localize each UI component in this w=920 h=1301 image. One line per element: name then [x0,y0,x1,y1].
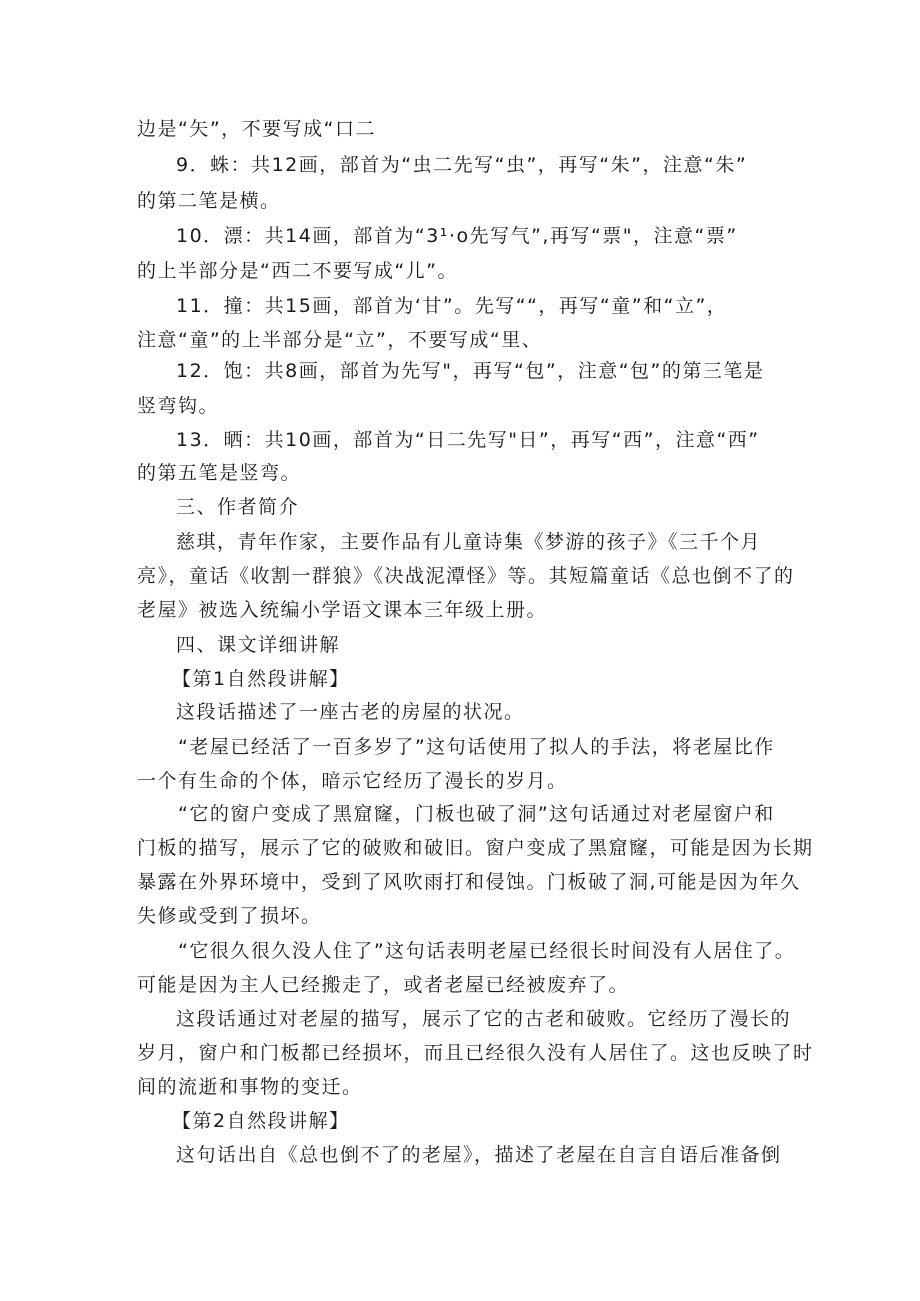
text-line: 的第二笔是横。 [137,190,281,212]
text-line: 暴露在外界环境中，受到了风吹雨打和侵蚀。门板破了洞,可能是因为年久 [137,871,801,893]
text-line: 失修或受到了损坏。 [137,905,322,927]
text-line: 这句话出自《总也倒不了的老屋》，描述了老屋在自言自语后准备倒 [176,1144,782,1166]
text-line: 慈琪，青年作家，主要作品有儿童诗集《梦游的孩子》《三千个月 [176,531,762,553]
subsection-heading: 【第2自然段讲解】 [172,1110,350,1132]
text-line: 岁月，窗户和门板都已经损坏，而且已经很久没有人居住了。这也反映了时 [137,1042,814,1064]
text-line: 这段话描述了一座古老的房屋的状况。 [176,701,525,723]
text-line: “它的窗户变成了黑窟窿，门板也破了洞”这句话通过对老屋窗户和 [178,803,775,825]
text-line: 这段话通过对老屋的描写，展示了它的古老和破败。它经历了漫长的 [176,1008,792,1030]
text-line: 9．蛛：共12画，部首为“虫二先写“虫”，再写“朱”，注意“朱” [176,154,748,176]
text-line: 老屋》被选入统编小学语文课本三年级上册。 [137,599,548,621]
text-line: 11．撞：共15画，部首为‘甘”。先写““，再写“童”和“立”， [176,295,728,317]
text-line: 间的流逝和事物的变迁。 [137,1076,363,1098]
text-line: 注意“童”的上半部分是“立”，不要写成“里、 [137,329,543,351]
text-line: 亮》，童话《收割一群狼》《决战泥潭怪》等。其短篇童话《总也倒不了的 [137,565,795,587]
text-line: 边是“矢”，不要写成“口二 [137,118,377,140]
subsection-heading: 【第1自然段讲解】 [172,668,350,690]
section-heading: 三、作者简介 [176,496,300,518]
text-line: 可能是因为主人已经搬走了，或者老屋已经被废弃了。 [137,974,630,996]
text-line: 10．漂：共14画，部首为“3¹·o先写气”,再写“票"，注意“票” [176,225,738,247]
text-line: 门板的描写，展示了它的破败和破旧。窗户变成了黑窟窿，可能是因为长期 [137,837,814,859]
text-line: “老屋已经活了一百多岁了”这句话使用了拟人的手法，将老屋比作 [178,736,775,758]
text-line: 12．饱：共8画，部首为先写"，再写“包”，注意“包”的第三笔是 [176,360,765,382]
text-line: 一个有生命的个体，暗示它经历了漫长的岁月。 [137,770,568,792]
text-line: “它很久很久没人住了”这句话表明老屋已经很长时间没有人居住了。 [178,940,796,962]
text-line: 竖弯钩。 [137,395,220,417]
text-line: 的上半部分是“西二不要写成“儿”。 [137,260,459,282]
text-line: 的第五笔是竖弯。 [137,462,302,484]
section-heading: 四、课文详细讲解 [176,634,341,656]
text-line: 13．晒：共10画，部首为“日二先写"日”，再写“西”，注意“西” [176,429,760,451]
